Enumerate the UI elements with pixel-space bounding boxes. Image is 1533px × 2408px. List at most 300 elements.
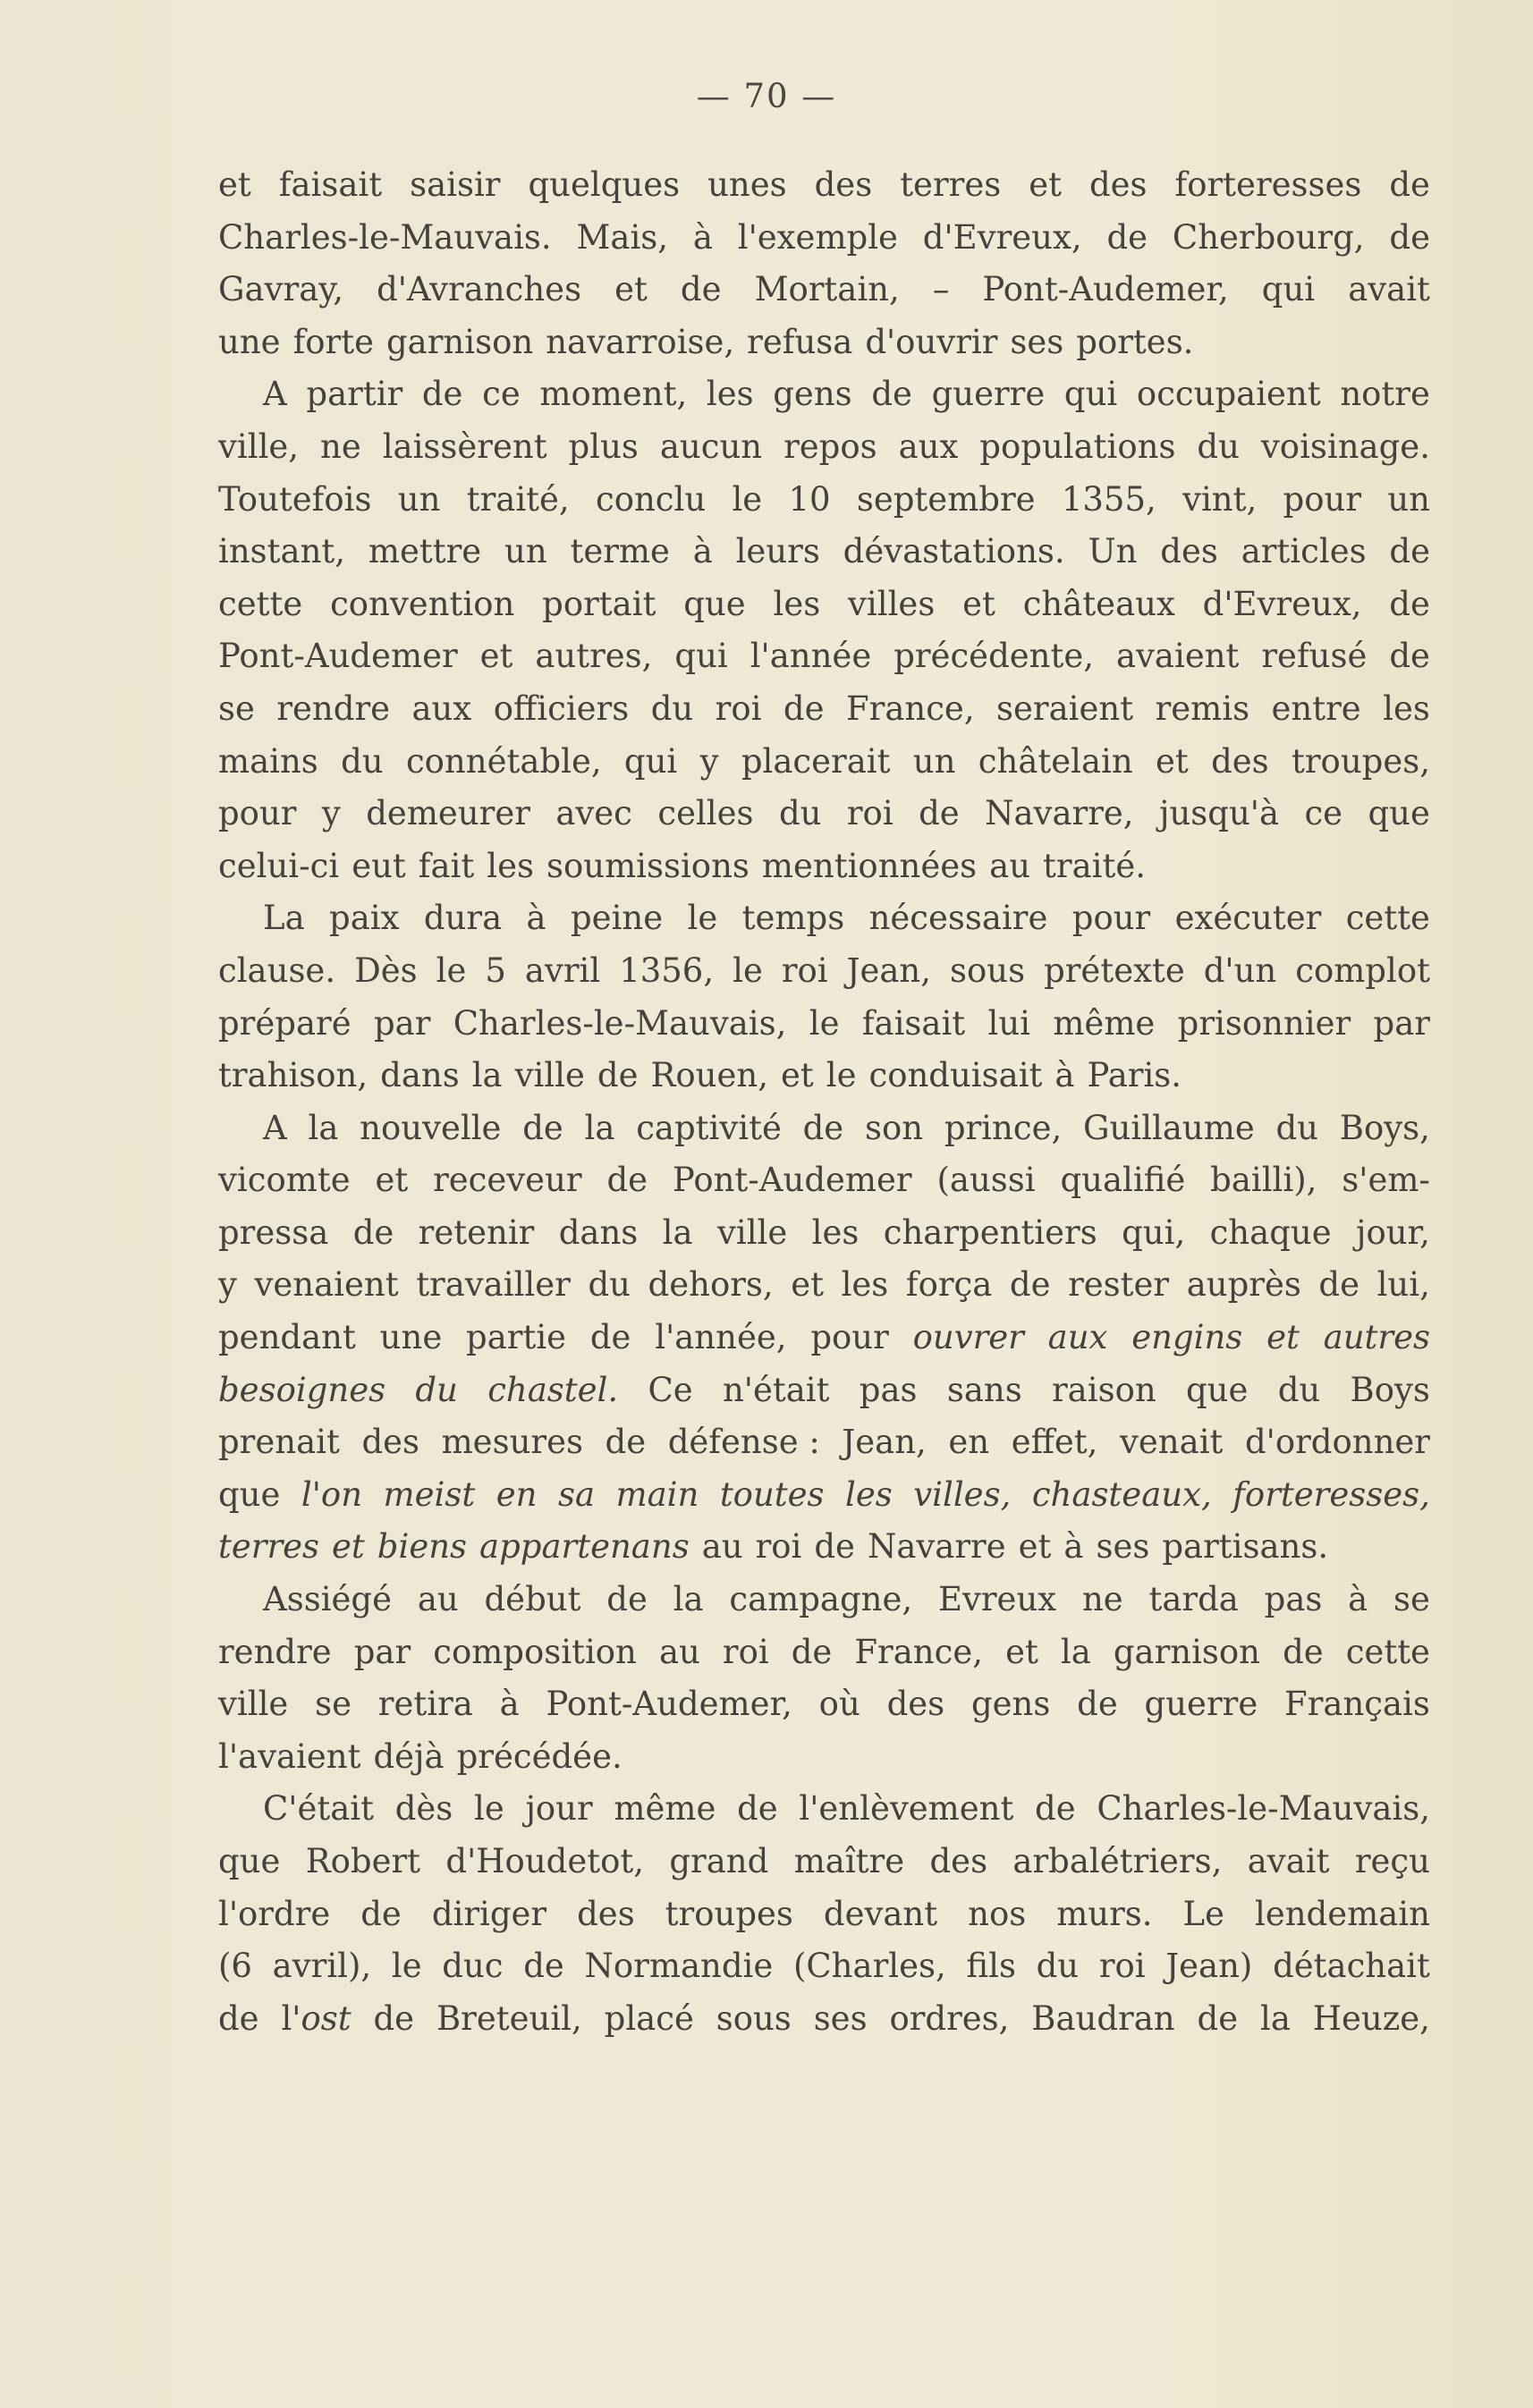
word: prenait [218,1423,340,1462]
italic-text: engins [1131,1318,1243,1357]
word: La [263,899,305,938]
word: peine [570,899,664,938]
word: occupaient [1136,375,1321,414]
word: l'avaient [218,1736,361,1776]
italic-text: aux [1047,1318,1108,1357]
word: tarda [1148,1580,1239,1619]
italic-text: terres [218,1527,320,1567]
word: Cherbourg, [1172,217,1365,257]
word: la [673,1580,704,1619]
text-line [218,630,1430,683]
word: prétexte [1044,951,1185,990]
word: composition [433,1632,637,1671]
word: portait [542,584,656,623]
word: effet, [1011,1423,1098,1462]
word [1131,1312,1242,1365]
word: Navarre [867,1527,1006,1567]
word: terme [570,532,670,571]
word: l'ost [281,1998,351,2038]
word: notre [1340,375,1430,414]
word: de [1389,217,1430,257]
word: conduisait [868,1056,1043,1095]
text-line [218,1888,1430,1941]
word: mesures [441,1423,583,1462]
word: des [1088,165,1148,204]
word [1266,1312,1300,1365]
word: grand [669,1842,769,1880]
word: d'un [1203,951,1277,990]
word: dès [394,1789,453,1829]
word: 1356, [619,951,715,990]
page-number: — 70 — [696,77,837,115]
word: retenir [418,1212,535,1252]
word: forteresses [1174,165,1362,204]
word: maître [793,1842,905,1880]
word: du [650,689,694,728]
word: officiers [493,689,630,728]
word: lendemain [1255,1894,1430,1933]
word: A [263,1108,287,1147]
word: aucun [659,427,763,466]
word: guerre [931,375,1046,414]
word [332,1521,365,1574]
word: Charles-le-Mauvais, [453,1003,787,1043]
word: du [1036,1947,1080,1986]
word: la [471,1056,503,1095]
word: Guillaume [1082,1108,1255,1147]
word: Baudran [1031,1998,1175,2038]
word: l'exemple [737,217,898,257]
word: sous [949,951,1026,990]
word: refusé [1261,637,1368,676]
word: ne [1081,1580,1123,1619]
text-line [218,1365,1430,1417]
word: Boys, [1339,1108,1430,1147]
word: d'Evreux, [1202,584,1362,623]
word: pas [1264,1580,1323,1619]
word: par [373,1003,431,1043]
word: et [962,584,995,623]
word: garnison [1113,1632,1261,1671]
word: placé [604,1998,694,2038]
word: dehors, [648,1265,774,1305]
word: un [912,741,956,781]
word [1324,1312,1430,1365]
text-line [218,368,1430,421]
word: et [1018,1527,1052,1567]
text-line [218,1940,1430,1993]
word: que [218,1842,281,1880]
word [1048,1312,1108,1365]
word: que [1185,1370,1249,1409]
word: des [814,165,873,204]
word: temps [741,899,845,938]
word: défense : [667,1423,820,1462]
word: gens [970,1685,1051,1724]
word: des [1211,741,1269,781]
word [845,1469,893,1522]
word: les [1383,689,1430,728]
word: les [487,846,534,885]
word: 1355, [1061,479,1156,519]
word: faisait [278,165,383,204]
word: charpentiers [883,1212,1097,1252]
italic-text: main [615,1474,699,1514]
word: du [1277,1370,1321,1409]
word: avait [1348,270,1430,309]
word: s'em- [1342,1161,1430,1200]
word: le [826,1056,857,1095]
word: rendre [276,689,391,728]
text-line [218,1836,1430,1888]
word: ne [320,427,361,466]
word: autres, [535,637,653,676]
word: ses [813,1998,868,2038]
word: et [479,637,513,676]
word: Rouen, [650,1056,768,1095]
word: sous [716,1998,792,2038]
word: celui-ci [218,846,340,885]
text-line [218,317,1430,369]
word: un [397,479,441,519]
word: leurs [735,532,820,571]
text-line [218,892,1430,945]
word: et [375,1161,409,1200]
word: dans [558,1212,639,1252]
italic-text: chastel. [487,1370,619,1409]
text-line [218,1154,1430,1207]
word: partie [466,1318,567,1357]
word: au [417,1580,459,1619]
word: pour [1071,899,1151,938]
word: de [360,1894,402,1933]
word: quelques [528,165,681,204]
word: Le [1182,1894,1225,1933]
word: voisinage. [1260,427,1430,466]
word: des [929,1842,988,1880]
word: se [1393,1580,1430,1619]
word: rendre [218,1632,332,1671]
word: Un [1088,532,1138,571]
word: qualifié [1060,1161,1186,1200]
word: complot [1295,951,1430,990]
italic-text: les [845,1474,893,1514]
word: le [733,951,763,990]
word: articles [1241,532,1367,571]
word: Heuze, [1312,1998,1430,2038]
word: de [814,1527,855,1567]
word: de [791,1632,833,1671]
word: ce [1304,794,1343,833]
word [415,1365,458,1417]
word: ordres, [889,1998,1010,2038]
text-line [218,788,1430,841]
word: nécessaire [868,899,1048,938]
word: jour, [1355,1212,1430,1252]
word: que [683,584,746,623]
text-line [218,212,1430,265]
text-line [218,1521,1430,1574]
word: vint, [1182,479,1258,519]
word: qui [623,741,678,781]
word: dévastations. [843,532,1065,571]
word: Assiégé [263,1580,393,1619]
word [218,1365,385,1417]
word: d'Avranches [377,270,582,309]
word: et [1029,165,1062,204]
word: Pont-Audemer, [546,1685,792,1724]
word: de [1197,1998,1239,2038]
word: instant, [218,532,346,571]
word: Charles-le-Mauvais, [1097,1789,1430,1829]
word: paix [329,899,400,938]
word: chaque [1209,1212,1332,1252]
word: forte [292,322,374,361]
word: à [1063,1527,1084,1567]
word: que [1368,794,1430,833]
word [218,1521,319,1574]
text-line [218,998,1430,1051]
word [301,1469,362,1522]
word: où [818,1685,860,1724]
word: y [699,741,719,781]
word: châtelain [978,741,1133,781]
word: l'ordre [218,1894,331,1933]
word: préparé [218,1003,351,1043]
word: nos [968,1894,1027,1933]
italic-text: chasteaux, [1031,1474,1212,1514]
word: de [1035,1789,1076,1829]
word: Charles-le-Mauvais. [218,217,552,257]
text-line [218,1103,1430,1155]
word: navarroise, [546,322,735,361]
italic-text: ouvrer [912,1318,1024,1357]
word: traité. [1043,846,1147,885]
word: C'était [263,1789,375,1829]
word: mains [218,741,318,781]
word: mentionnées [761,846,978,885]
word: mettre [368,532,482,571]
text-line [218,1207,1430,1260]
word: des [577,1894,635,1933]
word: roi [846,794,894,833]
word: Robert [305,1842,421,1880]
word: de [680,270,722,309]
word [616,1469,699,1522]
word: ses [1010,322,1064,361]
italic-text: villes, [913,1474,1012,1514]
word: auprès [1186,1265,1301,1305]
word: roi [722,1632,769,1671]
word: qui [674,637,728,676]
word: le [809,1003,840,1043]
word: jusqu'à [1158,794,1280,833]
word [720,1469,825,1522]
word: de [589,1318,631,1357]
word: avril), [272,1947,372,1986]
italic-text: et [1266,1318,1300,1357]
word: travailler [416,1265,571,1305]
word: Paris. [1087,1056,1182,1095]
word: en [948,1423,990,1462]
word: entre [1271,689,1361,728]
word: Breteuil, [436,1998,582,2038]
word: portes. [1076,322,1194,361]
word: connétable, [405,741,602,781]
word: et [614,270,648,309]
word: de [1009,1265,1051,1305]
word: traité, [466,479,570,519]
word: d'Evreux, [922,217,1082,257]
word: qui, [1122,1212,1186,1252]
word: Jean) [1165,1947,1253,1986]
word: par [353,1632,411,1671]
word: du [1197,427,1240,466]
word: au [701,1527,743,1567]
word: et [791,1265,824,1305]
word: Navarre, [985,794,1134,833]
word: Evreux [937,1580,1057,1619]
text-line [218,736,1430,789]
word: convention [330,584,515,623]
text-line [218,1783,1430,1836]
word: la [1060,1632,1091,1671]
text-line [218,159,1430,212]
word: clause. [218,951,336,990]
word: duc [442,1947,504,1986]
word: cette [1345,899,1430,938]
italic-text: du [415,1370,458,1409]
word: de [1389,584,1430,623]
word: Mortain, [754,270,900,309]
word: bailli), [1210,1161,1317,1200]
word: rester [1068,1265,1170,1305]
word: du [588,1265,631,1305]
word: de [523,1947,564,1986]
word: le [732,479,763,519]
word: arbalétriers, [1012,1842,1223,1880]
word: terres [900,165,1002,204]
italic-text: sa [557,1474,595,1514]
word: à [1054,1056,1075,1095]
word: lui [987,1003,1030,1043]
word: de [1389,637,1430,676]
word: n'était [722,1370,830,1409]
word: A [263,375,287,414]
word: Dès [354,951,418,990]
text-line [218,683,1430,736]
word: la [662,1212,693,1252]
word: déjà [373,1736,445,1776]
word: exécuter [1174,899,1322,938]
word: France, [854,1632,984,1671]
word: avec [555,794,632,833]
word [913,1312,1024,1365]
word: (aussi [936,1161,1036,1200]
word: moment, [539,375,688,414]
word: de [421,375,463,414]
word: roi [755,1527,802,1567]
word [377,1521,467,1574]
italic-text: toutes [719,1474,825,1514]
word: châteaux [1022,584,1175,623]
italic-text: en [495,1474,538,1514]
word: le [474,1789,504,1829]
word: murs. [1056,1894,1153,1933]
word: l'année [750,637,872,676]
word: par [1373,1003,1430,1043]
text-line [218,526,1430,579]
word: qui [1261,270,1316,309]
word: d'ouvrir [865,322,998,361]
word: qui [1063,375,1118,414]
word: l'année, [655,1318,787,1357]
word: fait [418,846,475,885]
word: une [379,1318,443,1357]
word: roi [715,689,762,728]
word: de [783,689,825,728]
word: que [218,1474,281,1514]
text-line [218,1469,1430,1522]
word: de [352,1212,394,1252]
word: des [886,1685,945,1724]
word: saisir [410,165,501,204]
word: avril [524,951,601,990]
word: la [308,1108,339,1147]
word: repos [783,427,877,466]
word: précédente, [894,637,1095,676]
word: 10 [788,479,831,519]
text-line [218,1731,1430,1784]
text-line [218,264,1430,317]
word: laissèrent [382,427,547,466]
word: et [218,165,251,204]
word: Gavray, [218,270,344,309]
word: même [1053,1003,1156,1043]
word: pressa [218,1212,329,1252]
word: conclu [595,479,707,519]
word: de [1106,217,1148,257]
text-line [218,1626,1430,1679]
word: ses [1096,1527,1150,1567]
word: une [218,322,281,361]
text-line [218,474,1430,527]
word: l'enlèvement [799,1789,1014,1829]
word: troupes, [1291,741,1430,781]
text-line [218,841,1430,893]
word: ville, [218,427,300,466]
word: fils [966,1947,1016,1986]
word: venaient [254,1265,399,1305]
word: placerait [741,741,891,781]
word: faisait [861,1003,966,1043]
word: même [614,1789,716,1829]
word: populations [979,427,1176,466]
text-line [218,1574,1430,1626]
word: ville [218,1685,289,1724]
word: précédée. [456,1736,623,1776]
word: troupes [665,1894,793,1933]
text-line [218,945,1430,998]
italic-text: appartenans [479,1527,690,1567]
word: de [522,1108,563,1147]
italic-text: et [332,1527,365,1567]
text-line [218,1416,1430,1469]
word: reçu [1354,1842,1430,1880]
word: d'ordonner [1244,1423,1430,1462]
word: de [597,1056,639,1095]
word: de [218,1998,259,2038]
